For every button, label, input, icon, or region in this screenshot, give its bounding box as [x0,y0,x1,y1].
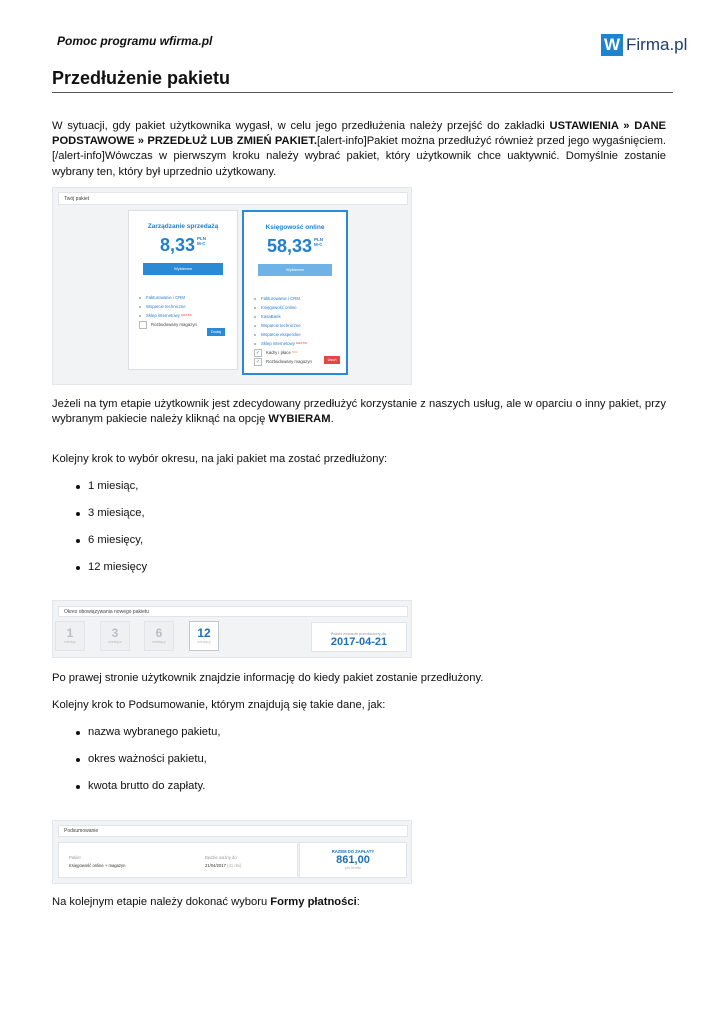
summary-bar: Podsumowanie [58,825,408,837]
addon-item[interactable]: Rozbudowany magazyn [139,320,233,329]
logo-w-icon: W [601,34,623,56]
feature-item: Wsparcie eksperckie [254,330,342,339]
valid-until-value: 21/04/2017 (31 dni) [205,863,242,868]
period-bar: Okres obowiązywania nowego pakietu [58,606,408,617]
package-label: Pakiet [69,855,81,860]
feature-item: Fakturowanie i CRM [139,293,233,302]
package-selection-screenshot [52,187,412,385]
package-card-accounting[interactable] [242,210,348,375]
feature-item: Wsparcie techniczne [139,302,233,311]
feature-item: Księgowość online [254,303,342,312]
checkbox-icon [139,321,147,329]
bullet-icon [254,343,256,345]
package-value: Księgowość online + magazyn [69,863,126,868]
feature-list [139,293,233,329]
total-value: 861,00 [336,854,370,866]
package-price: 8,33 PLN M-C [159,235,207,255]
period-option-1[interactable]: 1 miesiąc [55,621,85,651]
choose-package-button[interactable]: Wybieram [258,264,332,276]
addon-item[interactable]: ✓ Rozbudowany magazyn [255,358,312,365]
choose-package-button[interactable]: Wybieram [143,263,223,275]
list-item: 6 miesięcy, [76,533,147,560]
bullet-icon [254,298,256,300]
remove-addon-button[interactable]: Usuń [324,356,340,364]
feature-item: Fakturowanie i CRM [254,294,342,303]
period-selection-screenshot [52,600,412,658]
feature-item: Wsparcie techniczne [254,321,342,330]
period-option-12[interactable]: 12 miesięcy [189,621,219,651]
right-side-info-paragraph: Po prawej stronie użytkownik znajdzie informację do kiedy pakiet zostanie przedłużony. [52,672,484,684]
summary-intro-paragraph: Kolejny krok to Podsumowanie, którym znajdują się takie dane, jak: [52,699,386,711]
period-list [76,479,147,587]
checkmark-icon: ✓ [255,358,261,365]
wfirma-logo [601,34,687,56]
bullet-icon [254,316,256,318]
list-item: okres ważności pakietu, [76,752,220,779]
help-header-title: Pomoc programu wfirma.pl [57,34,213,48]
total-panel [299,842,407,878]
feature-item: Sklep internetowy GRATIS [254,339,342,348]
list-item: 3 miesiące, [76,506,147,533]
bullet-icon [139,306,141,308]
package-title: Zarządzanie sprzedażą [147,223,219,230]
extension-date-panel [311,622,407,652]
bullet-icon [139,297,141,299]
summary-screenshot [52,820,412,884]
logo-text: Firma.pl [626,35,688,54]
period-intro-paragraph: Kolejny krok to wybór okresu, na jaki pakiet ma zostać przedłużony: [52,453,388,465]
your-package-bar: Twój pakiet [58,192,408,205]
title-divider [52,92,673,93]
bullet-icon [254,307,256,309]
package-price: 58,33 PLN M-C [266,236,324,256]
feature-item: KasaBank [254,312,342,321]
bullet-icon [254,325,256,327]
extension-date-label: Pakiet zostanie przedłużony do: [330,631,388,636]
period-option-3[interactable]: 3 miesiące [100,621,130,651]
list-item: nazwa wybranego pakietu, [76,725,220,752]
list-item: 12 miesięcy [76,560,147,587]
summary-list [76,725,220,806]
period-option-6[interactable]: 6 miesięcy [144,621,174,651]
list-item: 1 miesiąc, [76,479,147,506]
intro-paragraph: W sytuacji, gdy pakiet użytkownika wygasł, w celu jego przedłużenia należy przejść do zakładki USTAWIENIA » DANE PODSTAWOWE » PRZEDŁUŻ LUB ZMIEŃ PAKIET.[alert-info]Pakiet można przedłużyć również przed jego wygaśnięciem.[/alert-info]Wówczas w pierwszym kroku należy wybrać pakiet, który użytkownik chce uaktywnić. Domyślnie zostanie wybrany ten, który był uprzednio użytkowany. [52,120,666,178]
bullet-icon [254,334,256,336]
list-item: kwota brutto do zapłaty. [76,779,220,806]
total-unit: pln brutto [345,866,361,870]
package-title: Księgowość online [265,224,325,231]
payment-form-paragraph: Na kolejnym etapie należy dokonać wyboru Formy płatności: [52,896,360,908]
package-card-sales[interactable] [128,210,238,370]
total-label: RAZEM DO ZAPŁATY [331,849,375,854]
choose-package-paragraph: Jeżeli na tym etapie użytkownik jest zdecydowany przedłużyć korzystanie z naszych usług, ale w oparciu o inny pakiet, przy wybranym pakiecie należy kliknąć na opcję WYBIERAM. [52,398,666,426]
extension-date-value: 2017-04-21 [330,636,388,648]
bullet-icon [139,315,141,317]
summary-details-panel [58,842,298,878]
addon-item[interactable]: ✓ Kadry i płace 50% [255,349,298,356]
checkmark-icon: ✓ [255,349,261,356]
valid-until-label: Będzie ważny do [205,855,237,860]
feature-item: Sklep internetowy GRATIS [139,311,233,320]
add-addon-button[interactable]: Dodaj [207,328,225,336]
page-title: Przedłużenie pakietu [52,68,231,88]
